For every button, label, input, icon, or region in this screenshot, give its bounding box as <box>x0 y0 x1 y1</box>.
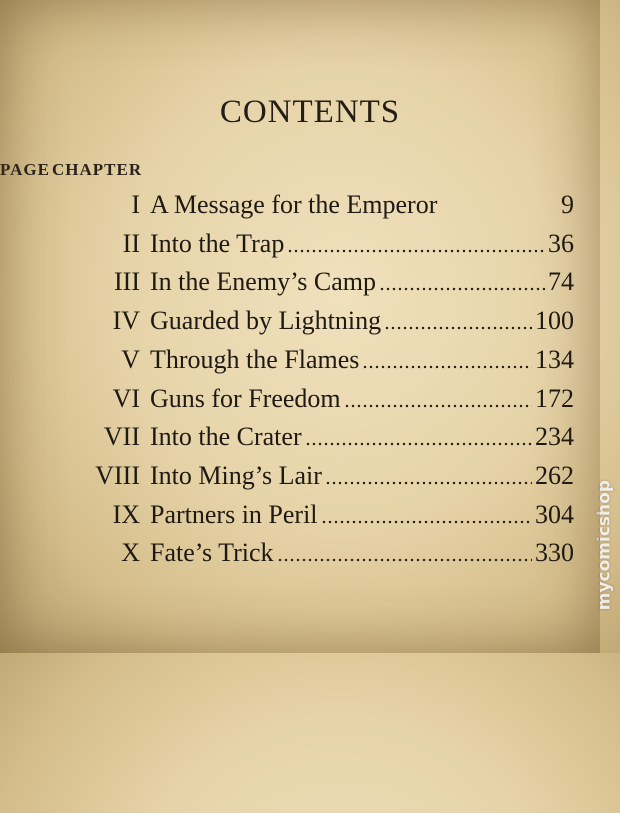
dot-leader <box>305 441 532 447</box>
chapter-numeral: VI <box>112 383 140 413</box>
chapter-line <box>150 538 574 568</box>
chapter-numeral: X <box>121 538 140 568</box>
chapter-line <box>150 229 574 259</box>
chapter-page-number: 234 <box>535 422 574 452</box>
chapter-line <box>150 461 574 491</box>
toc-row <box>40 190 574 226</box>
chapter-page-number: 9 <box>561 190 574 219</box>
chapter-title: In the Enemy’s Camp <box>150 267 377 297</box>
chapter-page-number: 172 <box>535 383 574 413</box>
dot-leader <box>440 209 558 215</box>
chapter-numeral: III <box>114 267 140 297</box>
chapter-column-header: CHAPTER <box>52 160 143 179</box>
chapter-line <box>150 345 574 375</box>
chapter-title: Fate’s Trick <box>150 538 274 568</box>
page-column-header: PAGE <box>0 160 50 179</box>
toc-row <box>40 500 574 536</box>
chapter-numeral: VII <box>103 422 140 452</box>
chapter-title: Guns for Freedom <box>150 383 341 413</box>
toc-row <box>40 345 574 381</box>
chapter-line <box>150 306 574 336</box>
chapter-title: Into Ming’s Lair <box>150 460 322 490</box>
chapter-numeral: I <box>131 190 140 219</box>
chapter-title: A Message for the Emperor <box>150 190 438 219</box>
watermark: mycomicshop <box>594 480 614 611</box>
toc-row <box>40 461 574 497</box>
toc-row <box>40 229 574 265</box>
chapter-page-number: 36 <box>548 228 574 258</box>
chapter-line <box>150 267 574 297</box>
chapter-line <box>150 384 574 414</box>
chapter-numeral: II <box>122 228 140 258</box>
dot-leader <box>379 286 545 292</box>
chapter-line <box>150 422 574 452</box>
chapter-title: Partners in Peril <box>150 499 318 529</box>
dot-leader <box>384 325 532 331</box>
chapter-line <box>150 500 574 530</box>
chapter-page-number: 262 <box>535 460 574 490</box>
chapter-title: Into the Crater <box>150 422 302 452</box>
dot-leader <box>321 519 532 525</box>
toc-row <box>40 538 574 574</box>
dot-leader <box>344 403 532 409</box>
toc-row <box>40 267 574 303</box>
chapter-title: Into the Trap <box>150 228 285 258</box>
toc-row <box>40 422 574 458</box>
chapter-numeral: IV <box>112 306 140 336</box>
chapter-page-number: 100 <box>535 306 574 336</box>
chapter-page-number: 304 <box>535 499 574 529</box>
toc-row <box>40 384 574 420</box>
chapter-page-number: 330 <box>535 538 574 568</box>
dot-leader <box>287 248 545 254</box>
toc-row <box>40 306 574 342</box>
dot-leader <box>277 557 532 563</box>
contents-title: CONTENTS <box>219 94 401 130</box>
chapter-page-number: 74 <box>548 267 574 297</box>
dot-leader <box>325 480 532 486</box>
chapter-page-number: 134 <box>535 344 574 374</box>
chapter-title: Guarded by Lightning <box>150 306 382 336</box>
chapter-numeral: V <box>121 344 140 374</box>
chapter-title: Through the Flames <box>150 344 360 374</box>
dot-leader <box>362 364 532 370</box>
chapter-numeral: IX <box>112 499 140 529</box>
chapter-line <box>150 190 574 220</box>
chapter-numeral: VIII <box>95 460 140 490</box>
